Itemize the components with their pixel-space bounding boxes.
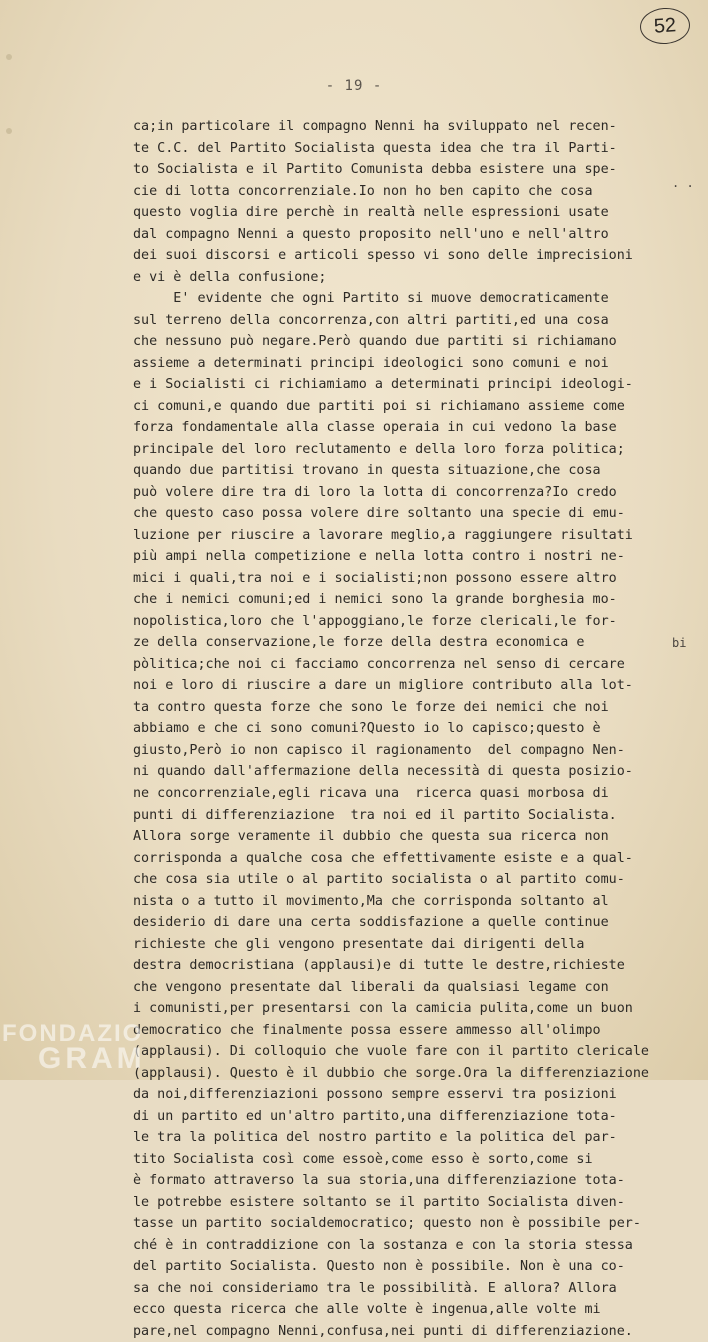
text-line: desiderio di dare una certa soddisfazione a quelle continue	[133, 915, 609, 931]
text-line: ché è in contraddizione con la sostanza e con la storia stessa	[133, 1237, 633, 1253]
text-line: può volere dire tra di loro la lotta di concorrenza?Io credo	[133, 484, 617, 500]
text-line: che questo caso possa volere dire soltanto una specie di emu-	[133, 506, 625, 522]
text-line: quando due partitisi trovano in questa situazione,che cosa	[133, 463, 601, 479]
text-line: mici i quali,tra noi e i socialisti;non possono essere altro	[133, 570, 617, 586]
text-line: nista o a tutto il movimento,Ma che corrisponda soltanto al	[133, 893, 609, 909]
text-line: e vi è della confusione;	[133, 269, 327, 285]
text-line: del partito Socialista. Questo non è possibile. Non è una co-	[133, 1259, 625, 1275]
text-line: cie di lotta concorrenziale.Io non ho ben capito che cosa	[133, 183, 593, 199]
text-line: Allora sorge veramente il dubbio che questa sua ricerca non	[133, 829, 609, 845]
text-line: ze della conservazione,le forze della destra economica e	[133, 635, 585, 651]
text-line: ta contro questa forze che sono le forze dei nemici che noi	[133, 699, 609, 715]
text-line: ca;in particolare il compagno Nenni ha sviluppato nel recen-	[133, 119, 617, 134]
text-line: punti di differenziazione tra noi ed il partito Socialista.	[133, 807, 617, 823]
text-line: assieme a determinati principi ideologici sono comuni e noi	[133, 355, 609, 371]
text-line: dei suoi discorsi e articoli spesso vi sono delle imprecisioni	[133, 248, 633, 264]
text-line: che i nemici comuni;ed i nemici sono la grande borghesia mo-	[133, 592, 617, 608]
text-line: pare,nel compagno Nenni,confusa,nei punti di differenziazione.	[133, 1323, 633, 1339]
text-line: ci comuni,e quando due partiti poi si richiamano assieme come	[133, 398, 625, 414]
text-line: tasse un partito socialdemocratico; questo non è possibile per-	[133, 1216, 641, 1232]
text-line: i comunisti,per presentarsi con la camicia pulita,come un buon	[133, 1001, 633, 1017]
text-line: ecco questa ricerca che alle volte è ingenua,alle volte mi	[133, 1302, 601, 1318]
text-line: di un partito ed un'altro partito,una differenziazione tota-	[133, 1108, 617, 1124]
text-line: dal compagno Nenni a questo proposito nell'uno e nell'altro	[133, 226, 609, 242]
text-line: principale del loro reclutamento e della loro forza politica;	[133, 441, 625, 457]
text-line: richieste che gli vengono presentate dai dirigenti della	[133, 936, 585, 952]
text-line: (applausi). Questo è il dubbio che sorge.Ora la differenziazione	[133, 1065, 649, 1081]
text-line: destra democristiana (applausi)e di tutte le destre,richieste	[133, 958, 625, 974]
text-line: democratico che finalmente possa essere ammesso all'olimpo	[133, 1022, 601, 1038]
text-line: ne concorrenziale,egli ricava una ricerca quasi morbosa di	[133, 785, 609, 801]
text-line: sa che noi consideriamo tra le possibilità. E allora? Allora	[133, 1280, 617, 1296]
text-line: ni quando dall'affermazione della necessità di questa posizio-	[133, 764, 633, 780]
text-line: è formato attraverso la sua storia,una differenziazione tota-	[133, 1173, 625, 1189]
text-line: to Socialista e il Partito Comunista debba esistere una spe-	[133, 162, 617, 178]
punch-hole	[6, 54, 12, 60]
text-line: tito Socialista così come essoè,come esso è sorto,come si	[133, 1151, 593, 1167]
text-line: questo voglia dire perchè in realtà nelle espressioni usate	[133, 205, 609, 221]
text-line: che nessuno può negare.Però quando due partiti si richiamano	[133, 334, 617, 350]
text-line: sul terreno della concorrenza,con altri partiti,ed una cosa	[133, 312, 609, 328]
archive-watermark	[2, 1022, 146, 1074]
text-line: corrisponda a qualche cosa che effettivamente esiste e a qual-	[133, 850, 633, 866]
text-line: e i Socialisti ci richiamiamo a determinati principi ideologi-	[133, 377, 633, 393]
text-line: che vengono presentate dal liberali da qualsiasi legame con	[133, 979, 609, 995]
text-line: noi e loro di riuscire a dare un migliore contributo alla lot-	[133, 678, 633, 694]
text-line: giusto,Però io non capisco il ragionamento del compagno Nen-	[133, 742, 625, 758]
text-line: forza fondamentale alla classe operaia in cui vedono la base	[133, 420, 617, 436]
text-line: nopolistica,loro che l'appoggiano,le forze clericali,le for-	[133, 613, 617, 629]
text-line: (applausi). Di colloquio che vuole fare con il partito clericale	[133, 1044, 649, 1060]
text-line: te C.C. del Partito Socialista questa idea che tra il Parti-	[133, 140, 617, 156]
text-line: pòlitica;che noi ci facciamo concorrenza nel senso di cercare	[133, 656, 625, 672]
watermark-line: FONDAZIO	[2, 1020, 144, 1047]
text-line: abbiamo e che ci sono comuni?Questo io lo capisco;questo è	[133, 721, 601, 737]
typewritten-body-text	[133, 116, 688, 1342]
text-line: E' evidente che ogni Partito si muove democraticamente	[133, 291, 609, 307]
text-line: che cosa sia utile o al partito socialista o al partito comu-	[133, 872, 625, 888]
page-number: - 19 -	[325, 78, 383, 94]
punch-hole	[6, 128, 12, 134]
watermark-line: GRAM	[38, 1042, 146, 1075]
text-line: le tra la politica del nostro partito e la politica del par-	[133, 1130, 617, 1146]
text-line: più ampi nella competizione e nella lotta contro i nostri ne-	[133, 549, 625, 565]
margin-mark: . .	[672, 176, 694, 190]
margin-mark: bi	[672, 636, 687, 650]
text-line: luzione per riuscire a lavorare meglio,a raggiungere risultati	[133, 527, 633, 543]
text-line: le potrebbe esistere soltanto se il partito Socialista diven-	[133, 1194, 625, 1210]
archive-page-number: 52	[639, 6, 691, 45]
text-line: da noi,differenziazioni possono sempre esservi tra posizioni	[133, 1087, 617, 1103]
